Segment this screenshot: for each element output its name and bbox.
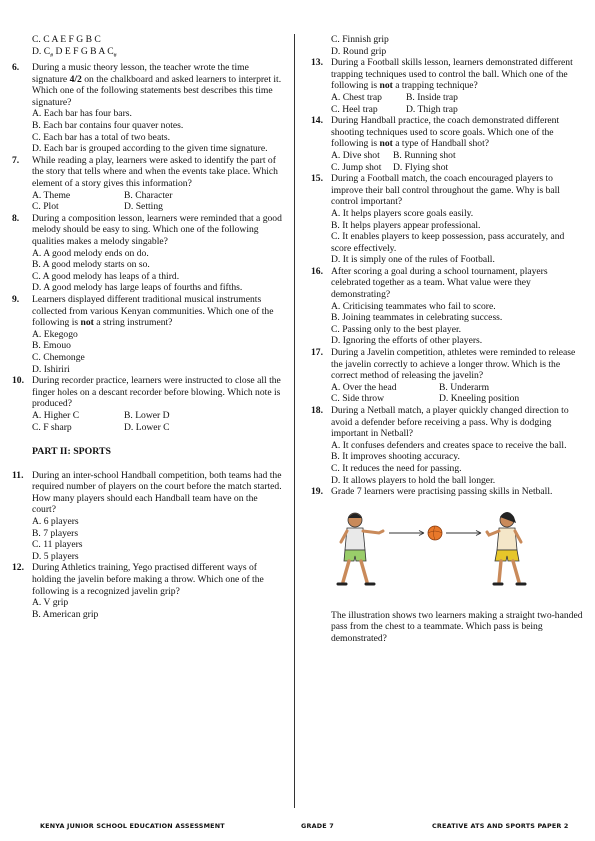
- chest-pass-illustration: [311, 506, 583, 598]
- option: A. It confuses defenders and creates space to receive the ball.: [331, 439, 567, 451]
- option-row: [12, 422, 284, 434]
- option: A. Dive shot: [331, 149, 380, 161]
- option: D. Thigh trap: [406, 103, 458, 115]
- question-number: 14.: [311, 115, 323, 127]
- option-row: [12, 201, 284, 213]
- option: B. Character: [124, 189, 173, 201]
- option: C. It reduces the need for passing.: [331, 462, 462, 474]
- question-16: [311, 266, 583, 301]
- option: D. Setting: [124, 201, 163, 213]
- option: A. Ekegogo: [32, 328, 78, 340]
- column-divider: [294, 34, 295, 808]
- question-14: [311, 115, 583, 150]
- option: B. A good melody starts on so.: [32, 259, 150, 271]
- question-number: 8.: [12, 212, 20, 224]
- question-number: 17.: [311, 347, 323, 359]
- option: C. It enables players to keep possession, pass accurately, and score effectively.: [331, 231, 565, 254]
- question-stem: During a Football skills lesson, learners demonstrated different trapping techniques used to control the ball. Which one of the following is not a trapping technique?: [331, 57, 573, 92]
- question-number: 19.: [311, 486, 323, 498]
- question-13: [311, 57, 583, 92]
- option: C. Finnish grip: [331, 34, 389, 45]
- question-stem: During a Football match, the coach encouraged players to improve their ball control throughout the game. Why is ball control important?: [331, 173, 560, 208]
- option: D. It allows players to hold the ball longer.: [331, 474, 496, 486]
- question-11: [12, 470, 284, 516]
- illustration-caption: The illustration shows two learners making a straight two-handed pass from the chest to a teammate. Which pass is being demonstrated?: [331, 609, 583, 644]
- netball-players-image: [331, 506, 561, 598]
- question-number: 6.: [12, 62, 20, 74]
- option: A. Theme: [32, 189, 71, 201]
- option: D. Ishiriri: [32, 363, 70, 375]
- right-player-figure: [487, 512, 525, 584]
- option: D. Each bar is grouped according to the given time signature.: [32, 143, 268, 155]
- question-stem: During a Netball match, a player quickly changed direction to avoid a defender before receiving a pass. Why is dodging important in Netball?: [331, 405, 569, 440]
- option: D. A good melody has large leaps of fourths and fifths.: [32, 282, 243, 294]
- option: B. Running shot: [393, 149, 456, 161]
- question-stem: During a Javelin competition, athletes were reminded to release the javelin correctly to achieve a longer throw. Which is the correct method of releasing the javelin?: [331, 347, 576, 382]
- question-18: [311, 405, 583, 440]
- option: A. A good melody ends on do.: [32, 247, 149, 259]
- question-number: 18.: [311, 405, 323, 416]
- question-12: [12, 562, 284, 597]
- option: C. 11 players: [32, 539, 83, 551]
- option: A. It helps players score goals easily.: [331, 207, 474, 219]
- option: C. Heel trap: [331, 103, 378, 115]
- question-number: 15.: [311, 173, 323, 185]
- option-row: [311, 92, 583, 104]
- option-row: [12, 190, 284, 202]
- option: C. A good melody has leaps of a third.: [32, 270, 180, 282]
- option: A. Higher C: [32, 409, 80, 421]
- option: D. $C_{\#}$ D E F G B A $C_{\#}$: [32, 45, 117, 59]
- option-row: [311, 393, 583, 405]
- option: A. Each bar has four bars.: [32, 108, 132, 120]
- footer-exam-body: KENYA JUNIOR SCHOOL EDUCATION ASSESSMENT: [40, 822, 225, 830]
- question-number: 11.: [12, 469, 24, 481]
- option-row: [12, 410, 284, 422]
- option: D. Lower C: [124, 421, 170, 433]
- question-number: 12.: [12, 562, 24, 574]
- option: B. It improves shooting accuracy.: [331, 451, 460, 463]
- option: C. Each bar has a total of two beats.: [32, 131, 170, 143]
- left-player-figure: [338, 513, 383, 584]
- question-stem: During Athletics training, Yego practised different ways of holding the javelin before making a throw. Which one of the following is a recognized javelin grip?: [32, 562, 264, 597]
- option: D. Ignoring the efforts of other players.: [331, 335, 483, 347]
- option: B. Underarm: [439, 381, 490, 393]
- option: B. American grip: [32, 608, 99, 620]
- option: A. Criticising teammates who fail to score.: [331, 300, 496, 312]
- question-6: [12, 62, 284, 108]
- option-row: [311, 150, 583, 162]
- option: D. 5 players: [32, 550, 79, 562]
- option: A. V grip: [32, 597, 69, 609]
- option: C. F sharp: [32, 421, 72, 433]
- option: B. Emouo: [32, 340, 71, 352]
- option: B. Inside trap: [406, 91, 458, 103]
- option: A. Over the head: [331, 381, 397, 393]
- question-number: 13.: [311, 57, 323, 69]
- option: B. 7 players: [32, 527, 79, 539]
- question-stem: During a music theory lesson, the teacher wrote the time signature 4/2 on the chalkboard and asked learners to interpret it. Which one of the following statements best describes this time signature?: [32, 62, 282, 108]
- question-19: [311, 486, 583, 498]
- option: C. Jump shot: [331, 161, 382, 173]
- option: C. Plot: [32, 201, 59, 213]
- question-stem: After scoring a goal during a school tournament, players celebrated together as a team. What value were they demonstrating?: [331, 265, 548, 301]
- option: B. Each bar contains four quaver notes.: [32, 120, 184, 132]
- footer-grade: GRADE 7: [301, 822, 334, 830]
- question-stem: Grade 7 learners were practising passing skills in Netball.: [331, 486, 553, 498]
- question-number: 9.: [12, 293, 20, 305]
- question-7: [12, 155, 284, 190]
- option: D. Flying shot: [393, 161, 449, 173]
- question-stem: During an inter-school Handball competition, both teams had the required number of players on the court before the match started. How many players should each Handball team have on the court?: [32, 469, 282, 516]
- option: A. 6 players: [32, 516, 79, 528]
- right-column: [311, 34, 583, 645]
- option: C. Side throw: [331, 393, 385, 405]
- question-stem: During Handball practice, the coach demonstrated different shooting techniques used to score goals. Which one of the following is not a type of Handball shot?: [331, 115, 560, 150]
- option: C. C A E F G B C: [32, 34, 101, 45]
- question-stem: While reading a play, learners were asked to identify the part of the story that tells where and when the events take place. Which element of a story gives this information?: [32, 154, 278, 190]
- option-row: [311, 104, 583, 116]
- footer-paper-title: CREATIVE ATS AND SPORTS PAPER 2: [432, 822, 569, 830]
- section-heading: PART II: SPORTS: [32, 446, 111, 458]
- left-column: [12, 34, 284, 620]
- question-number: 10.: [12, 375, 24, 387]
- question-stem: During a composition lesson, learners were reminded that a good melody should be easy to sing. Which one of the following qualities makes a melody singable?: [32, 212, 282, 247]
- option: D. It is simply one of the rules of Football.: [331, 254, 495, 266]
- question-9: [12, 294, 284, 329]
- question-number: 16.: [311, 265, 323, 277]
- option-row: [311, 162, 583, 174]
- question-stem: During recorder practice, learners were instructed to close all the finger holes on a descant recorder before blowing. Which note is produced?: [32, 375, 281, 410]
- option: A. Chest trap: [331, 91, 382, 103]
- question-number: 7.: [12, 154, 20, 166]
- option: B. Lower D: [124, 409, 170, 421]
- option: D. Kneeling position: [439, 393, 520, 405]
- option: C. Chemonge: [32, 351, 85, 363]
- question-17: [311, 347, 583, 382]
- question-15: [311, 173, 583, 208]
- question-8: [12, 213, 284, 248]
- option: B. Joining teammates in celebrating success.: [331, 312, 503, 324]
- page-footer: [0, 822, 595, 834]
- option-row: [311, 382, 583, 394]
- option: D. Round grip: [331, 45, 387, 57]
- question-10: [12, 375, 284, 410]
- question-stem: Learners displayed different traditional musical instruments collected from various Kenyan communities. Which one of the following is not a string instrument?: [32, 293, 274, 329]
- ball-icon: [428, 526, 442, 540]
- option: C. Passing only to the best player.: [331, 323, 462, 335]
- option: B. It helps players appear professional.: [331, 219, 481, 231]
